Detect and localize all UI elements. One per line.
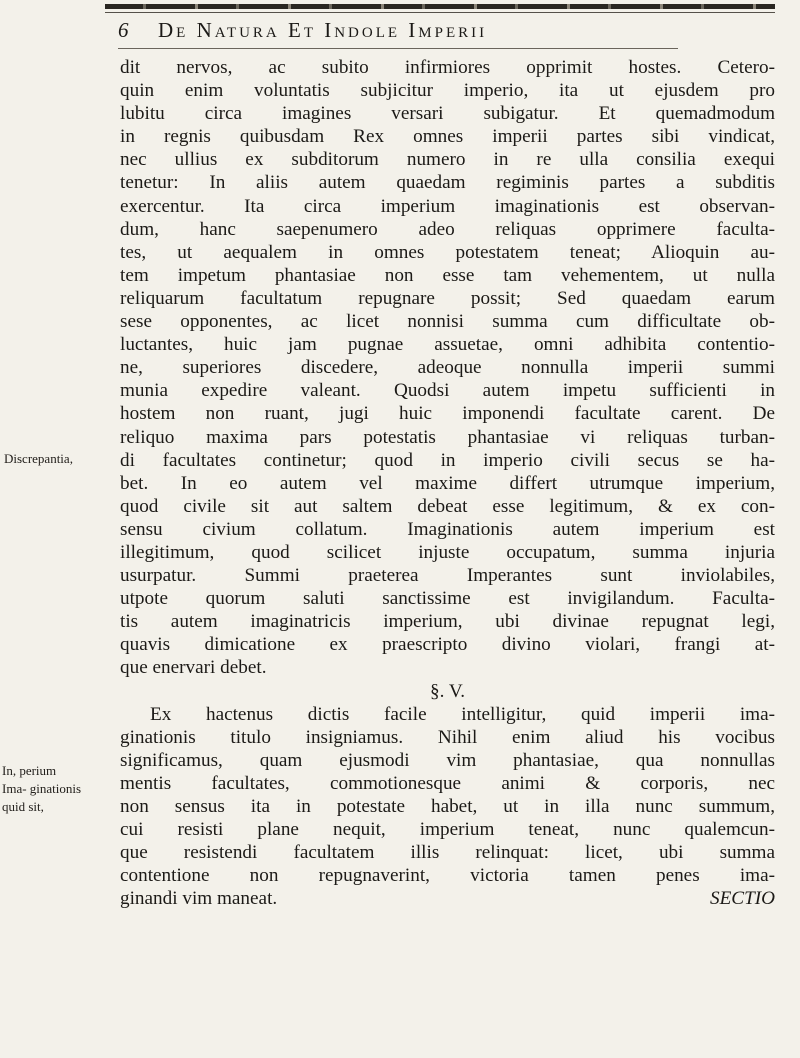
text-line: hostem non ruant, jugi huic imponendi facultate carent. De (120, 403, 775, 425)
marginal-note-discrepantia: Discrepantia, (4, 451, 73, 466)
text-line: que resistendi facultatem illis relinquat: licet, ubi summa (120, 842, 775, 864)
text-line: bet. In eo autem vel maxime differt utrumque imperium, (120, 472, 775, 494)
text-line: ginandi vim maneat. (120, 888, 278, 910)
final-line-row (120, 887, 775, 910)
text-line: sensu civium collatum. Imaginationis autem imperium est (120, 518, 775, 540)
text-line: tes, ut aequalem in omnes potestatem teneat; Alioquin au- (120, 241, 775, 263)
ornamental-rule-thin (105, 12, 775, 13)
header-rule (118, 48, 678, 49)
text-line: munia expedire valeant. Quodsi autem impetu sufficienti in (120, 380, 775, 402)
text-line: exercentur. Ita circa imperium imaginationis est observan- (120, 195, 775, 217)
text-line: mentis facultates, commotionesque animi & corporis, nec (120, 772, 775, 794)
text-line: Ex hactenus dictis facile intelligitur, quid imperii ima- (150, 703, 775, 725)
ornamental-rule (105, 4, 775, 9)
text-line: illegitimum, quod scilicet injuste occupatum, summa injuria (120, 541, 775, 563)
text-line: reliquo maxima pars potestatis phantasiae vi reliquas turban- (120, 426, 775, 448)
text-line: lubitu circa imagines versari subigatur. Et quemadmodum (120, 103, 775, 125)
text-line: usurpatur. Summi praeterea Imperantes sunt inviolabiles, (120, 565, 775, 587)
text-line: reliquarum facultatum repugnare possit; Sed quaedam earum (120, 287, 775, 309)
text-line: ginationis titulo insigniamus. Nihil enim aliud his vocibus (120, 726, 775, 748)
text-line: dum, hanc saepenumero adeo reliquas opprimere faculta- (120, 218, 775, 240)
text-line: in regnis quibusdam Rex omnes imperii partes sibi vindicat, (120, 126, 775, 148)
marginal-note-imperium: In, perium Ima- ginationis quid sit, (2, 763, 82, 814)
page-number: 6 (118, 18, 129, 42)
text-line: dit nervos, ac subito infirmiores opprimit hostes. Cetero- (120, 57, 775, 78)
text-line: nec ullius ex subditorum numero in re ulla consilia exequi (120, 149, 775, 171)
text-line: di facultates continetur; quod in imperio civili secus se ha- (120, 449, 775, 471)
text-line: tis autem imaginatricis imperium, ubi divinae repugnat legi, (120, 611, 775, 633)
text-line: sese opponentes, ac licet nonnisi summa cum difficultate ob- (120, 311, 775, 333)
text-line: quavis dimicatione ex praescripto divino violari, frangi at- (120, 634, 775, 656)
text-line: luctantes, huic jam pugnae assuetae, omni adhibita contentio- (120, 334, 775, 356)
text-line: contentione non repugnaverint, victoria tamen penes ima- (120, 865, 775, 887)
text-line: utpote quorum saluti sanctissime est invigilandum. Faculta- (120, 588, 775, 610)
text-line: cui resisti plane nequit, imperium teneat, nunc qualemcun- (120, 819, 775, 841)
catchword: SECTIO (709, 888, 775, 910)
text-line: significamus, quam ejusmodi vim phantasiae, qua nonnullas (120, 749, 775, 771)
text-line: quin enim voluntatis subjicitur imperio, ita ut ejusdem pro (120, 80, 775, 102)
text-line: quod civile sit aut saltem debeat esse legitimum, & ex con- (120, 495, 775, 517)
text-line: non sensus ita in potestate habet, ut in illa nunc summum, (120, 796, 775, 817)
section-heading: §. V. (429, 680, 466, 702)
body-text (120, 56, 775, 910)
text-line: que enervari debet. (120, 657, 267, 679)
running-title: De Natura Et Indole Imperii (158, 18, 488, 42)
text-line: ne, superiores discedere, adeoque nonnulla imperii summi (120, 357, 775, 379)
text-line: tem impetum phantasiae non esse tam vehementem, ut nulla (120, 264, 775, 286)
page-header (118, 18, 768, 48)
text-line: tenetur: In aliis autem quaedam regiminis partes a subditis (120, 172, 775, 194)
